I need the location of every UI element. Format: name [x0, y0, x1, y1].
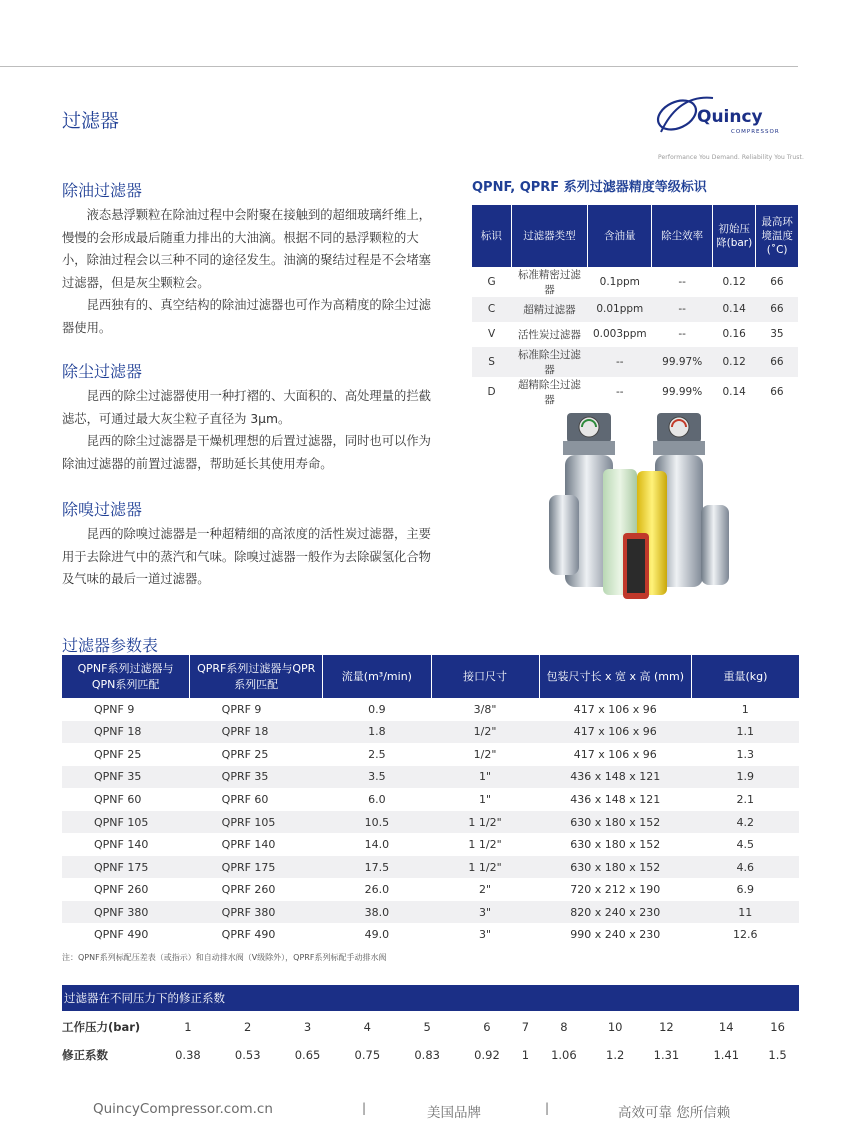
spec-cell: 99.99% — [662, 385, 703, 398]
spec-cell: -- — [678, 328, 686, 341]
params-cell: 990 x 240 x 230 — [570, 928, 661, 942]
section-odor-body — [62, 523, 432, 591]
table-row — [62, 856, 799, 879]
params-cell: 2.5 — [368, 747, 386, 761]
params-cell: 630 x 180 x 152 — [539, 856, 691, 879]
params-cell: 6.0 — [368, 792, 386, 806]
params-cell: 49.0 — [364, 928, 390, 942]
logo-wordmark: Quincy — [697, 107, 763, 127]
params-cell: 1.8 — [323, 721, 431, 744]
spec-header-cell: 过滤器类型 — [511, 205, 588, 267]
params-cell: 1 — [741, 702, 749, 716]
params-cell: 1/2" — [431, 721, 539, 744]
params-cell: 1 1/2" — [431, 811, 539, 834]
factor-value: 1 — [521, 1048, 530, 1062]
spec-cell: 99.97% — [652, 347, 713, 377]
factor-value: 1.31 — [653, 1048, 680, 1062]
pressure-value: 10 — [607, 1020, 623, 1034]
factor-value: 0.75 — [354, 1048, 381, 1062]
footer-website: QuincyCompressor.com.cn — [93, 1101, 273, 1117]
factor-value: 1.41 — [713, 1048, 740, 1062]
params-cell: 820 x 240 x 230 — [539, 901, 691, 924]
params-cell: QPNF 25 — [94, 747, 142, 761]
params-cell: 11 — [691, 901, 799, 924]
spec-cell: 66 — [756, 297, 798, 322]
params-cell: 436 x 148 x 121 — [539, 766, 691, 789]
params-header-cell: QPRF系列过滤器与QPR系列匹配 — [190, 655, 323, 698]
params-cell: QPNF 18 — [62, 721, 190, 744]
spec-row — [472, 297, 798, 322]
pressure-value: 5 — [423, 1020, 431, 1034]
params-cell: 17.5 — [323, 856, 431, 879]
filter-product-image — [545, 405, 735, 605]
spec-cell: 0.14 — [713, 297, 756, 322]
spec-row — [472, 322, 798, 347]
factor-label: 修正系数 — [62, 1048, 108, 1062]
params-cell: QPNF 105 — [62, 811, 190, 834]
tagline: Performance You Demand. Reliability You Trust. — [658, 154, 804, 161]
section-odor-title: 除嗅过滤器 — [62, 500, 143, 519]
params-cell: QPRF 490 — [221, 928, 276, 942]
paragraph: 昆西的除嗅过滤器是一种超精细的高浓度的活性炭过滤器，主要用于去除进气中的蒸汽和气味。除嗅过滤器一般作为去除碳氢化合物及气味的最后一道过滤器。 — [62, 527, 431, 586]
params-cell: 1.9 — [691, 766, 799, 789]
params-cell: 1.1 — [691, 721, 799, 744]
spec-cell: 0.003ppm — [592, 328, 647, 341]
params-cell: QPRF 380 — [190, 901, 323, 924]
pressure-label: 工作压力(bar) — [62, 1020, 141, 1034]
spec-cell: -- — [615, 385, 624, 398]
spec-cell: V — [487, 328, 496, 341]
correction-title: 过滤器在不同压力下的修正系数 — [62, 985, 799, 1011]
params-cell: QPNF 175 — [62, 856, 190, 879]
pressure-value: 4 — [363, 1020, 371, 1034]
spec-cell: 超精除尘过滤器 — [517, 378, 581, 406]
params-cell: 26.0 — [364, 883, 390, 897]
params-cell: QPRF 25 — [221, 747, 269, 761]
params-table — [62, 655, 799, 946]
spec-table-title: QPNF, QPRF 系列过滤器精度等级标识 — [472, 180, 707, 195]
spec-header-cell: 初始压降(bar) — [713, 205, 756, 267]
correction-table — [62, 1013, 799, 1069]
spec-cell: 35 — [770, 328, 784, 341]
params-cell: QPRF 9 — [221, 702, 262, 716]
spec-cell: 0.12 — [722, 276, 746, 288]
table-row — [62, 878, 799, 901]
params-cell: 1/2" — [473, 747, 497, 761]
spec-header-cell: 除尘效率 — [652, 205, 713, 267]
pressure-value: 1 — [184, 1020, 192, 1034]
spec-row — [472, 267, 798, 297]
params-cell: 4.6 — [691, 856, 799, 879]
spec-cell: 标准精密过滤器 — [517, 269, 581, 296]
params-cell: 630 x 180 x 152 — [570, 838, 661, 852]
params-cell: 0.9 — [368, 702, 386, 716]
pressure-value: 8 — [560, 1020, 568, 1034]
params-cell: 3" — [431, 901, 539, 924]
spec-cell: D — [487, 385, 496, 398]
spec-header-cell: 最高环境温度(˚C) — [756, 205, 798, 267]
spec-cell: 活性炭过滤器 — [517, 328, 581, 341]
footer-slogan: 高效可靠 您所信赖 — [618, 1105, 731, 1121]
spec-row — [472, 347, 798, 377]
footer-brand: 美国品牌 — [427, 1105, 481, 1121]
params-header-cell: QPNF系列过滤器与 QPN系列匹配 — [62, 655, 190, 698]
spec-cell: 66 — [756, 347, 798, 377]
logo-subtext: COMPRESSOR — [731, 129, 780, 135]
table-row — [62, 811, 799, 834]
params-cell: QPNF 380 — [62, 901, 190, 924]
params-cell: 417 x 106 x 96 — [539, 721, 691, 744]
spec-header-cell: 标识 — [472, 205, 511, 267]
params-cell: 10.5 — [323, 811, 431, 834]
spec-cell: 66 — [770, 276, 784, 288]
params-header-cell: 重量(kg) — [691, 655, 799, 698]
params-cell: QPNF 140 — [94, 838, 149, 852]
params-cell: 1 1/2" — [431, 856, 539, 879]
params-cell: QPRF 175 — [190, 856, 323, 879]
table-row — [62, 743, 799, 766]
spec-cell: 0.1ppm — [599, 276, 640, 288]
params-cell: 14.0 — [364, 838, 390, 852]
factor-value: 0.38 — [175, 1048, 201, 1062]
params-cell: QPNF 9 — [94, 702, 135, 716]
params-cell: 4.5 — [736, 838, 754, 852]
params-cell: 6.9 — [736, 883, 754, 897]
factor-value: 0.92 — [474, 1048, 500, 1062]
params-cell: QPNF 60 — [94, 792, 142, 806]
params-header-cell: 流量(m³/min) — [323, 655, 431, 698]
params-cell: 630 x 180 x 152 — [539, 811, 691, 834]
table-row — [62, 901, 799, 924]
params-cell: 3.5 — [323, 766, 431, 789]
params-cell: 3/8" — [473, 702, 497, 716]
quincy-logo — [655, 92, 805, 138]
spec-cell: 0.14 — [722, 385, 746, 398]
factor-value: 1.5 — [768, 1048, 787, 1062]
params-cell: 417 x 106 x 96 — [573, 702, 657, 716]
factor-value: 1.06 — [551, 1048, 577, 1062]
table-row — [62, 923, 799, 946]
params-cell: 2.1 — [736, 792, 754, 806]
params-header-cell: 接口尺寸 — [431, 655, 539, 698]
spec-table — [472, 205, 798, 407]
params-cell: 720 x 212 x 190 — [570, 883, 661, 897]
spec-cell: 0.16 — [722, 328, 746, 341]
pressure-value: 2 — [244, 1020, 252, 1034]
spec-cell: 0.01ppm — [588, 297, 652, 322]
header-rule — [0, 66, 798, 67]
footer-separator: | — [545, 1101, 550, 1115]
factor-value: 0.65 — [294, 1048, 321, 1062]
page-title: 过滤器 — [62, 110, 120, 132]
section-dust-title: 除尘过滤器 — [62, 362, 143, 381]
params-cell: 2" — [478, 883, 492, 897]
table-row — [62, 721, 799, 744]
params-cell: QPRF 140 — [221, 838, 276, 852]
params-cell: 1 1/2" — [468, 838, 502, 852]
spec-header-cell: 含油量 — [588, 205, 652, 267]
params-cell: 1" — [431, 766, 539, 789]
table-row — [62, 833, 799, 856]
params-cell: 417 x 106 x 96 — [573, 747, 657, 761]
table-row — [62, 788, 799, 811]
params-cell: 12.6 — [732, 928, 758, 942]
params-cell: QPNF 35 — [62, 766, 190, 789]
params-cell: QPRF 35 — [190, 766, 323, 789]
params-header-cell: 包装尺寸长 x 宽 x 高 (mm) — [539, 655, 691, 698]
spec-cell: -- — [588, 347, 652, 377]
params-cell: QPRF 18 — [190, 721, 323, 744]
factor-value: 0.53 — [234, 1048, 261, 1062]
paragraph: 液态悬浮颗粒在除油过程中会附聚在接触到的超细玻璃纤维上，慢慢的会形成最后随重力排出的大油滴。根据不同的悬浮颗粒的大小，除油过程会以三种不同的途径发生。油滴的聚结过程是不会堵塞过滤器，但是灰尘颗粒会。 — [62, 208, 431, 290]
paragraph: 昆西的除尘过滤器使用一种打褶的、大面积的、高处理量的拦截滤芯，可通过最大灰尘粒子直径为 3μm。 — [62, 389, 431, 426]
spec-cell: 66 — [770, 385, 784, 398]
spec-cell: C — [472, 297, 511, 322]
params-cell: 1" — [478, 792, 492, 806]
section-oil-title: 除油过滤器 — [62, 181, 143, 200]
params-cell: QPNF 490 — [94, 928, 149, 942]
params-cell: QPRF 105 — [190, 811, 323, 834]
params-note: 注：QPNF系列标配压差表（或指示）和自动排水阀（V级除外），QPRF系列标配手动排水阀 — [62, 953, 387, 962]
section-oil-body — [62, 204, 432, 339]
spec-cell: S — [472, 347, 511, 377]
footer-separator: | — [362, 1101, 367, 1115]
spec-cell: 0.12 — [713, 347, 756, 377]
params-cell: 1.3 — [736, 747, 754, 761]
spec-row — [472, 377, 798, 407]
paragraph: 昆西独有的、真空结构的除油过滤器也可作为高精度的除尘过滤器使用。 — [62, 298, 431, 335]
params-cell: 4.2 — [691, 811, 799, 834]
params-cell: 38.0 — [323, 901, 431, 924]
params-cell: QPNF 260 — [94, 883, 149, 897]
spec-cell: -- — [678, 276, 686, 288]
spec-cell: 超精过滤器 — [511, 297, 588, 322]
pressure-value: 7 — [521, 1020, 530, 1034]
factor-value: 0.83 — [414, 1048, 440, 1062]
params-cell: QPRF 260 — [221, 883, 276, 897]
pressure-value: 16 — [770, 1020, 785, 1034]
paragraph: 昆西的除尘过滤器是干燥机理想的后置过滤器，同时也可以作为除油过滤器的前置过滤器，帮助延长其使用寿命。 — [62, 434, 431, 471]
spec-cell: G — [487, 276, 496, 288]
pressure-value: 6 — [483, 1020, 491, 1034]
spec-cell: 标准除尘过滤器 — [511, 347, 588, 377]
params-cell: QPRF 60 — [221, 792, 269, 806]
table-row — [62, 766, 799, 789]
params-cell: 3" — [478, 928, 492, 942]
spec-cell: -- — [652, 297, 713, 322]
params-table-title: 过滤器参数表 — [62, 636, 159, 655]
pressure-value: 12 — [659, 1020, 674, 1034]
table-row — [62, 698, 799, 721]
params-cell: 436 x 148 x 121 — [570, 792, 661, 806]
pressure-value: 3 — [303, 1020, 312, 1034]
section-dust-body — [62, 385, 432, 475]
factor-value: 1.2 — [606, 1048, 625, 1062]
pressure-value: 14 — [718, 1020, 734, 1034]
